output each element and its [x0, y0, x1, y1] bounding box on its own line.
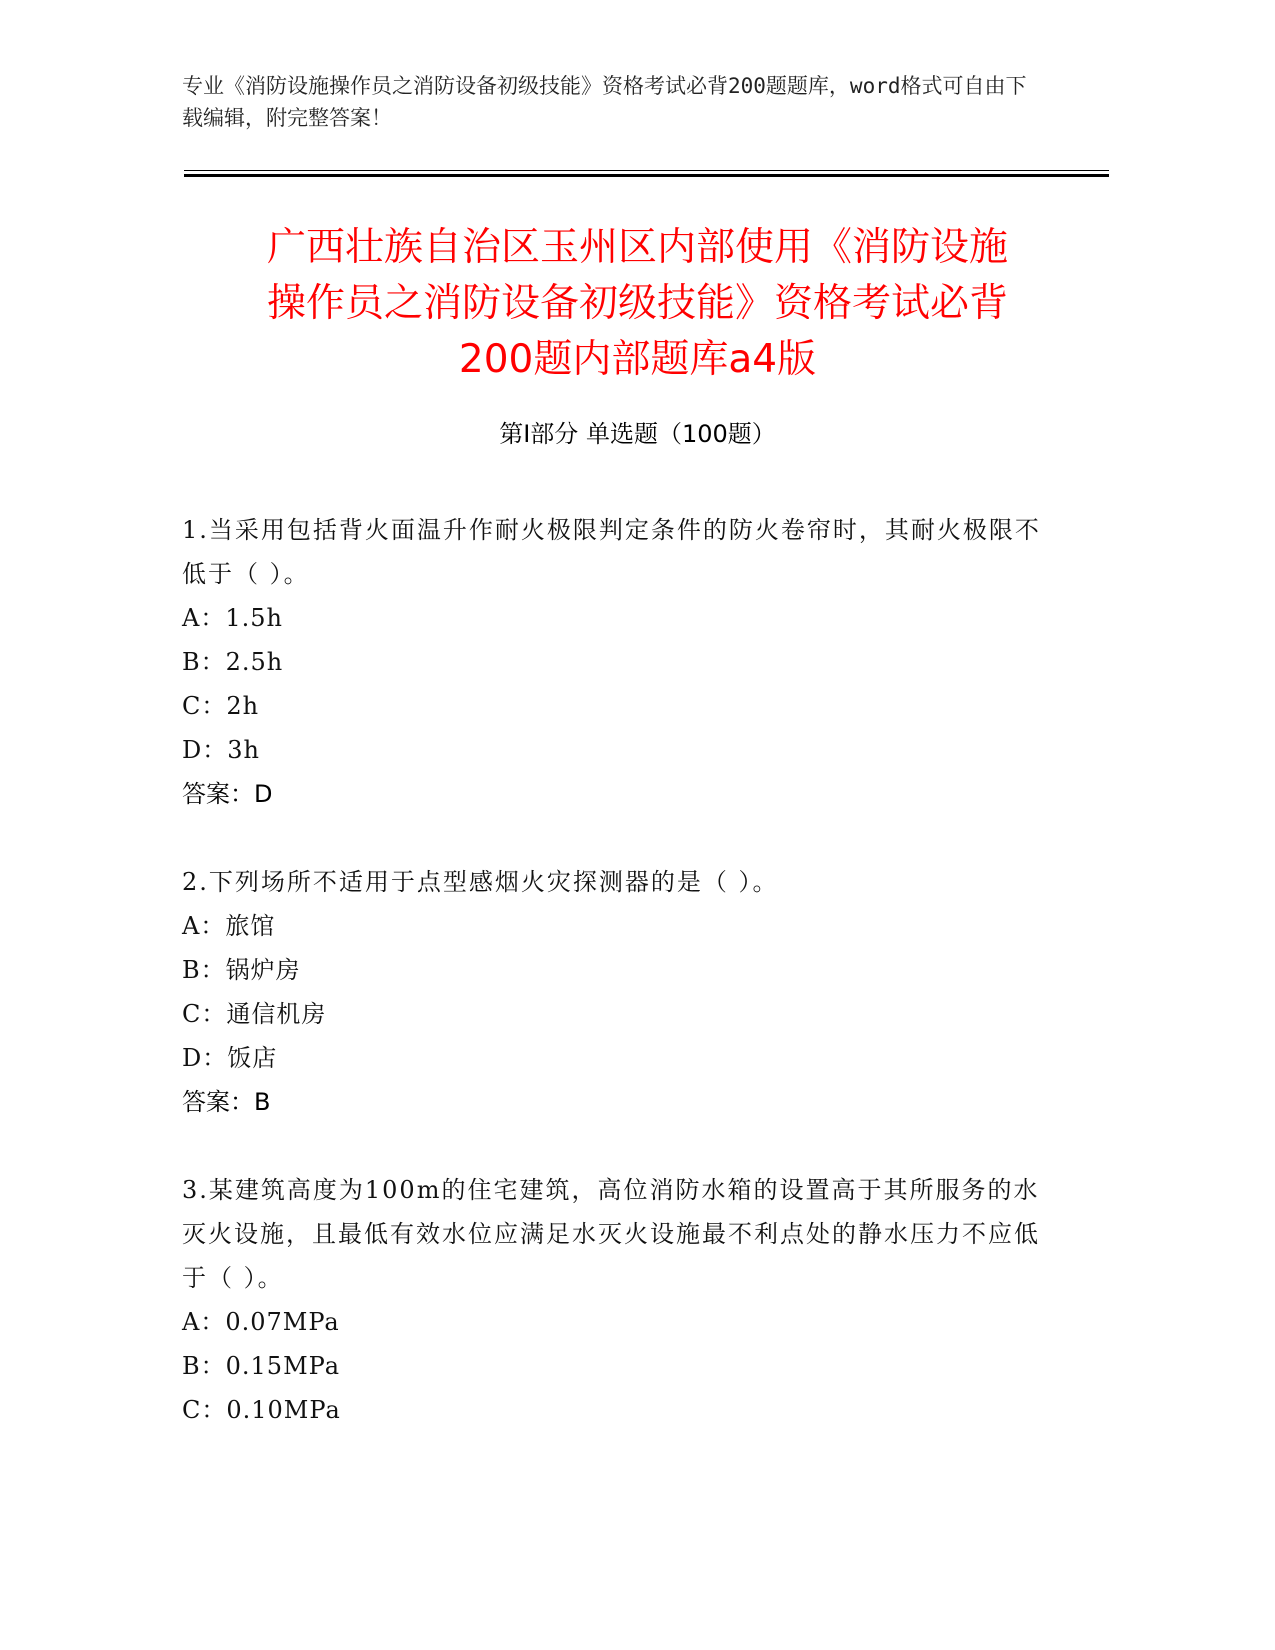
question-stem: 1.当采用包括背火面温升作耐火极限判定条件的防火卷帘时，其耐火极限不低于（ ）。 [182, 516, 1041, 588]
header-note: 专业《消防设施操作员之消防设备初级技能》资格考试必背200题题库，word格式可自由下载编辑，附完整答案！ [182, 74, 1027, 130]
question-1 [182, 508, 1062, 816]
title-line-2: 操作员之消防设备初级技能》资格考试必背 [266, 281, 1008, 326]
option-d: D：3h [182, 736, 260, 764]
header-divider-thick [184, 174, 1109, 177]
title-line-3: 200题内部题库a4版 [458, 337, 817, 382]
document-title [150, 220, 1125, 388]
section-heading: 第Ⅰ部分 单选题（100题） [499, 420, 776, 448]
question-list [182, 508, 1062, 1476]
option-c: C：通信机房 [182, 1000, 327, 1028]
option-c: C：2h [182, 692, 260, 720]
question-stem: 3.某建筑高度为100m的住宅建筑，高位消防水箱的设置高于其所服务的水灭火设施，且最低有效水位应满足水灭火设施最不利点处的静水压力不应低于（ ）。 [182, 1176, 1040, 1292]
question-stem: 2.下列场所不适用于点型感烟火灾探测器的是（ ）。 [182, 868, 779, 896]
question-3 [182, 1168, 1062, 1432]
option-b: B：2.5h [182, 648, 284, 676]
option-a: A：0.07MPa [182, 1308, 340, 1336]
option-a: A：旅馆 [182, 912, 276, 940]
answer: 答案：B [182, 1088, 271, 1116]
title-line-1: 广西壮族自治区玉州区内部使用《消防设施 [266, 225, 1008, 270]
answer: 答案：D [182, 780, 273, 808]
option-b: B：0.15MPa [182, 1352, 341, 1380]
option-c: C：0.10MPa [182, 1396, 341, 1424]
option-d: D：饭店 [182, 1044, 278, 1072]
option-b: B：锅炉房 [182, 956, 301, 984]
option-a: A：1.5h [182, 604, 283, 632]
question-2 [182, 860, 1062, 1124]
header-divider-thin [184, 170, 1109, 171]
